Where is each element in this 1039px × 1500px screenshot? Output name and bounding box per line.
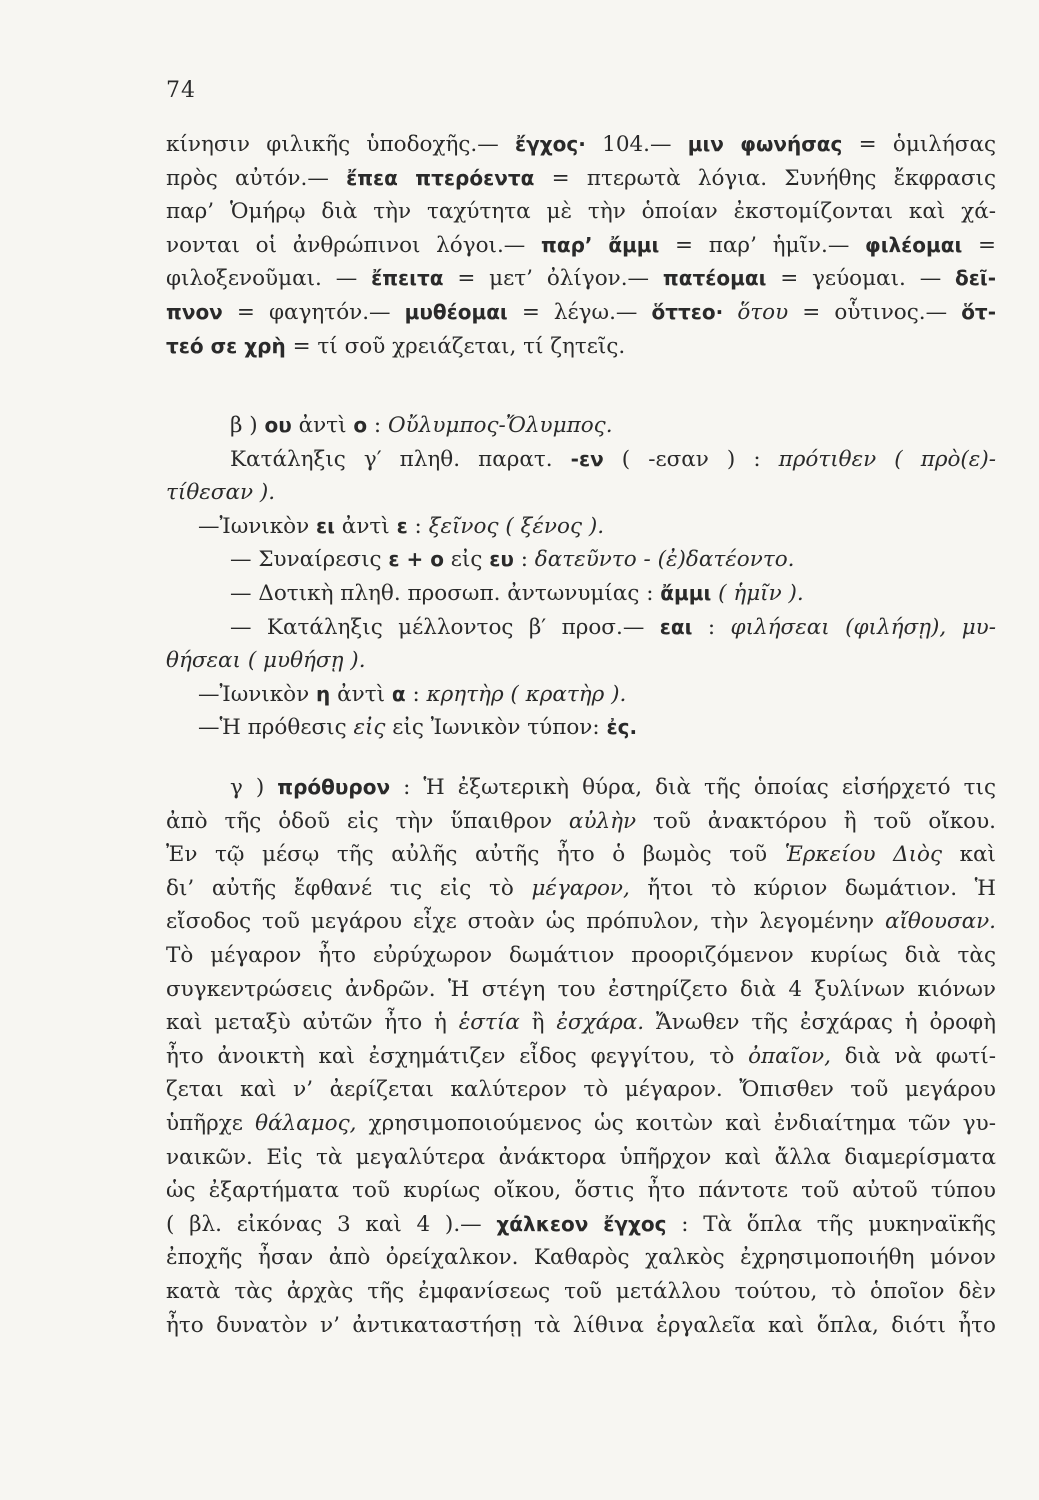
- text-line: [166, 443, 996, 477]
- text-segment: β ): [230, 413, 265, 438]
- text-line: [166, 229, 996, 263]
- lemma-term: ἄμμι: [660, 580, 712, 605]
- text-segment: :: [513, 547, 535, 573]
- text-line: [166, 711, 996, 745]
- text-line: [166, 543, 996, 577]
- lemma-term: τεό σε χρὴ: [166, 333, 286, 358]
- lemma-term: χάλκεον ἔγχος: [496, 1211, 667, 1236]
- lemma-term: ου: [264, 413, 292, 437]
- text-segment: ὡς ἐξαρτήματα τοῦ κυρίως οἴκου, ὅστις ἦτο πάντοτε τοῦ αὐτοῦ τύπου: [166, 1178, 996, 1204]
- text-line: [166, 1208, 996, 1242]
- italic-form: πρότιθεν ( πρὸ(ε)-: [778, 446, 996, 472]
- text-segment: Ἐν τῷ μέσῳ τῆς αὐλῆς αὐτῆς ἦτο ὁ βωμὸς τοῦ: [166, 842, 785, 868]
- text-line: [166, 973, 996, 1007]
- text-segment: ἐποχῆς ἦσαν ἀπὸ ὀρείχαλκον. Καθαρὸς χαλκὸς ἐχρησιμοποιήθη μόνον: [166, 1245, 996, 1271]
- commentary-block-grammar: [166, 409, 996, 745]
- italic-form: ὅτου: [737, 299, 789, 325]
- text-line: [166, 1073, 996, 1107]
- text-segment: —Ἰωνικὸν: [198, 513, 317, 539]
- text-segment: ( βλ. εἰκόνας 3 καὶ 4 ).—: [166, 1211, 497, 1237]
- text-line: [166, 678, 996, 712]
- text-segment: ναικῶν. Εἰς τὰ μεγαλύτερα ἀνάκτορα ὑπῆρχον καὶ ἄλλα διαμερίσματα: [166, 1144, 996, 1170]
- text-segment: ζεται καὶ ν’ ἀερίζεται καλύτερον τὸ μέγαρον. Ὄπισθεν τοῦ μεγάρου: [166, 1077, 996, 1103]
- text-segment: πρὸς αὐτόν.—: [166, 165, 347, 191]
- text-line: [166, 611, 996, 645]
- lemma-term: πνον: [166, 299, 223, 324]
- text-line: [166, 905, 996, 939]
- text-segment: = ὁμιλήσας: [842, 132, 997, 157]
- italic-form: Ἑρκείου Διὸς: [784, 842, 943, 868]
- text-line: [166, 1174, 996, 1208]
- text-line: [166, 939, 996, 973]
- text-segment: :: [405, 681, 427, 707]
- text-line: [166, 1006, 996, 1040]
- text-segment: Ἄνωθεν τῆς ἐσχάρας ἡ ὀροφὴ: [644, 1010, 996, 1036]
- text-segment: —Ἡ πρόθεσις: [198, 715, 354, 741]
- text-line: [166, 771, 996, 805]
- text-segment: Κατάληξις γ′ πληθ. παρατ.: [230, 446, 571, 472]
- text-segment: = οὗτινος.—: [788, 299, 962, 325]
- lemma-term: εαι: [659, 614, 693, 639]
- text-segment: = γεύομαι. —: [766, 266, 956, 292]
- text-line: [166, 128, 996, 162]
- lemma-term: φιλέομαι: [865, 232, 963, 257]
- text-line: [166, 409, 996, 443]
- lemma-term: ἔπεα πτερόεντα: [346, 165, 535, 190]
- text-line: [166, 577, 996, 611]
- text-segment: φιλοξενοῦμαι. —: [166, 266, 372, 292]
- text-segment: γ ): [230, 775, 278, 800]
- text-segment: εἴσοδος τοῦ μεγάρου εἶχε στοὰν ὡς πρόπυλον, τὴν λεγομένην: [166, 909, 885, 935]
- text-segment: :: [692, 614, 731, 640]
- text-line: [166, 644, 996, 678]
- text-segment: 104.—: [585, 132, 688, 157]
- italic-form: αἴθουσαν.: [884, 909, 996, 935]
- lemma-term: πρόθυρον: [277, 775, 391, 799]
- text-segment: =: [962, 232, 997, 258]
- italic-form: ὀπαῖον,: [748, 1043, 831, 1069]
- text-segment: — Δοτικὴ πληθ. προσωπ. ἀντωνυμίας :: [230, 580, 661, 606]
- text-segment: ἢ: [519, 1010, 557, 1036]
- text-segment: — Συναίρεσις: [230, 547, 389, 573]
- text-line: [166, 872, 996, 906]
- text-line: [166, 1275, 996, 1309]
- text-line: [166, 262, 996, 296]
- text-segment: :: [407, 513, 429, 539]
- text-segment: = πτερωτὰ λόγια. Συνήθης ἔκφρασις: [534, 165, 996, 191]
- text-segment: διὰ νὰ φωτί-: [830, 1043, 996, 1069]
- lemma-term: η: [316, 681, 331, 706]
- text-line: [166, 1040, 996, 1074]
- italic-form: φιλήσεαι (φιλήσῃ), μυ-: [730, 614, 997, 640]
- text-line: [166, 510, 996, 544]
- text-segment: — Κατάληξις μέλλοντος β′ προσ.—: [230, 614, 660, 640]
- text-segment: = παρ’ ἡμῖν.—: [659, 232, 866, 258]
- italic-form: ἑστία: [458, 1010, 520, 1036]
- text-line: [166, 195, 996, 229]
- text-line: [166, 1141, 996, 1175]
- text-segment: Τὸ μέγαρον ἦτο εὐρύχωρον δωμάτιον προοριζόμενον κυρίως διὰ τὰς: [166, 942, 996, 968]
- text-segment: συγκεντρώσεις ἀνδρῶν. Ἡ στέγη του ἐστηρίζετο διὰ 4 ξυλίνων κιόνων: [166, 976, 996, 1002]
- text-line: [166, 838, 996, 872]
- text-line: [166, 1107, 996, 1141]
- text-segment: ἤτοι τὸ κύριον δωμάτιον. Ἡ: [629, 875, 996, 901]
- italic-form: τίθεσαν ).: [166, 480, 276, 506]
- commentary-block-prothyron: [166, 771, 996, 1342]
- text-segment: = τί σοῦ χρειάζεται, τί ζητεῖς.: [285, 333, 626, 359]
- text-segment: ἦτο δυνατὸν ν’ ἀντικαταστήσῃ τὰ λίθινα ἐργαλεῖα καὶ ὅπλα, διότι ἦτο: [166, 1312, 996, 1338]
- lemma-term: ε: [396, 513, 408, 538]
- text-segment: = μετ’ ὀλίγον.—: [443, 266, 663, 292]
- text-segment: ἀντὶ: [330, 681, 392, 707]
- text-line: [166, 805, 996, 839]
- lemma-term: ε + ο: [388, 547, 444, 572]
- text-segment: ἀπὸ τῆς ὁδοῦ εἰς τὴν ὕπαιθρον: [166, 808, 569, 834]
- lemma-term: δεῖ-: [955, 266, 997, 291]
- text-segment: —Ἰωνικὸν: [198, 681, 317, 707]
- text-segment: εἰς: [443, 547, 490, 573]
- text-segment: ( -εσαν ) :: [603, 446, 779, 472]
- italic-form: εἰς: [353, 715, 386, 741]
- italic-form: κρητὴρ ( κρατὴρ ).: [426, 681, 627, 707]
- text-segment: καὶ: [942, 842, 996, 868]
- text-segment: τοῦ ἀνακτόρου ἢ τοῦ οἴκου.: [636, 808, 996, 834]
- commentary-block-vocabulary: [166, 128, 996, 363]
- text-segment: = φαγητόν.—: [222, 299, 405, 325]
- text-segment: χρησιμοποιούμενος ὡς κοιτὼν καὶ ἐνδιαίτημα τῶν γυ-: [356, 1110, 996, 1136]
- lemma-term: μιν φωνήσας: [687, 132, 843, 156]
- lemma-term: α: [391, 681, 406, 706]
- text-segment: [723, 300, 737, 325]
- lemma-term: ἔπειτα: [371, 266, 444, 291]
- text-segment: : Τὰ ὅπλα τῆς μυκηναϊκῆς: [666, 1211, 996, 1237]
- text-line: [166, 1309, 996, 1343]
- italic-form: Οὔλυμπος-Ὄλυμπος.: [388, 413, 613, 438]
- text-segment: παρ’ Ὁμήρῳ διὰ τὴν ταχύτητα μὲ τὴν ὁποίαν ἐκστομίζονται καὶ χά-: [166, 199, 996, 225]
- lemma-term: πατέομαι: [662, 266, 767, 291]
- lemma-term: ἐς.: [606, 715, 638, 740]
- italic-form: δατεῦντο - (ἐ)δατέοντο.: [534, 547, 795, 573]
- lemma-term: ἔγχος·: [515, 132, 586, 156]
- text-segment: κατὰ τὰς ἀρχὰς τῆς ἐμφανίσεως τοῦ μετάλλου τούτου, τὸ ὁποῖον δὲν: [166, 1278, 996, 1304]
- text-line: [166, 330, 996, 364]
- text-segment: καὶ μεταξὺ αὐτῶν ἦτο ἡ: [166, 1010, 459, 1036]
- text-line: [166, 476, 996, 510]
- italic-form: μέγαρον,: [531, 875, 630, 901]
- text-segment: : Ἡ ἐξωτερικὴ θύρα, διὰ τῆς ὁποίας εἰσήρχετό τις: [390, 775, 997, 800]
- text-segment: δι’ αὐτῆς ἔφθανέ τις εἰς τὸ: [166, 875, 532, 901]
- italic-form: θάλαμος,: [255, 1110, 357, 1136]
- lemma-term: ει: [316, 513, 335, 538]
- text-segment: εἰς Ἰωνικὸν τύπον:: [385, 715, 607, 741]
- text-segment: :: [367, 413, 389, 438]
- lemma-term: παρ’ ἄμμι: [541, 232, 660, 257]
- text-segment: = λέγω.—: [507, 299, 652, 325]
- lemma-term: ο: [353, 413, 368, 437]
- italic-form: θήσεαι ( μυθήσῃ ).: [166, 648, 366, 674]
- italic-form: ἐσχάρα.: [556, 1010, 645, 1036]
- lemma-term: -εν: [570, 446, 604, 471]
- text-segment: νονται οἱ ἀνθρώπινοι λόγοι.—: [166, 232, 542, 258]
- italic-form: ( ἡμῖν ).: [718, 580, 804, 606]
- lemma-term: ὅττεο·: [651, 299, 724, 324]
- lemma-term: ὅτ-: [961, 299, 996, 324]
- page-number: 74: [166, 78, 196, 103]
- text-segment: ὑπῆρχε: [166, 1110, 256, 1136]
- italic-form: αὐλὴν: [568, 808, 637, 834]
- text-line: [166, 296, 996, 330]
- lemma-term: ευ: [489, 547, 514, 572]
- lemma-term: μυθέομαι: [404, 299, 508, 324]
- italic-form: ξεῖνος ( ξένος ).: [428, 513, 605, 539]
- text-segment: κίνησιν φιλικῆς ὑποδοχῆς.—: [166, 132, 516, 157]
- text-line: [166, 1241, 996, 1275]
- text-segment: ἀντὶ: [334, 513, 397, 539]
- text-segment: ἦτο ἀνοικτὴ καὶ ἐσχημάτιζεν εἶδος φεγγίτου, τὸ: [166, 1043, 749, 1069]
- text-line: [166, 162, 996, 196]
- text-segment: ἀντὶ: [291, 413, 354, 438]
